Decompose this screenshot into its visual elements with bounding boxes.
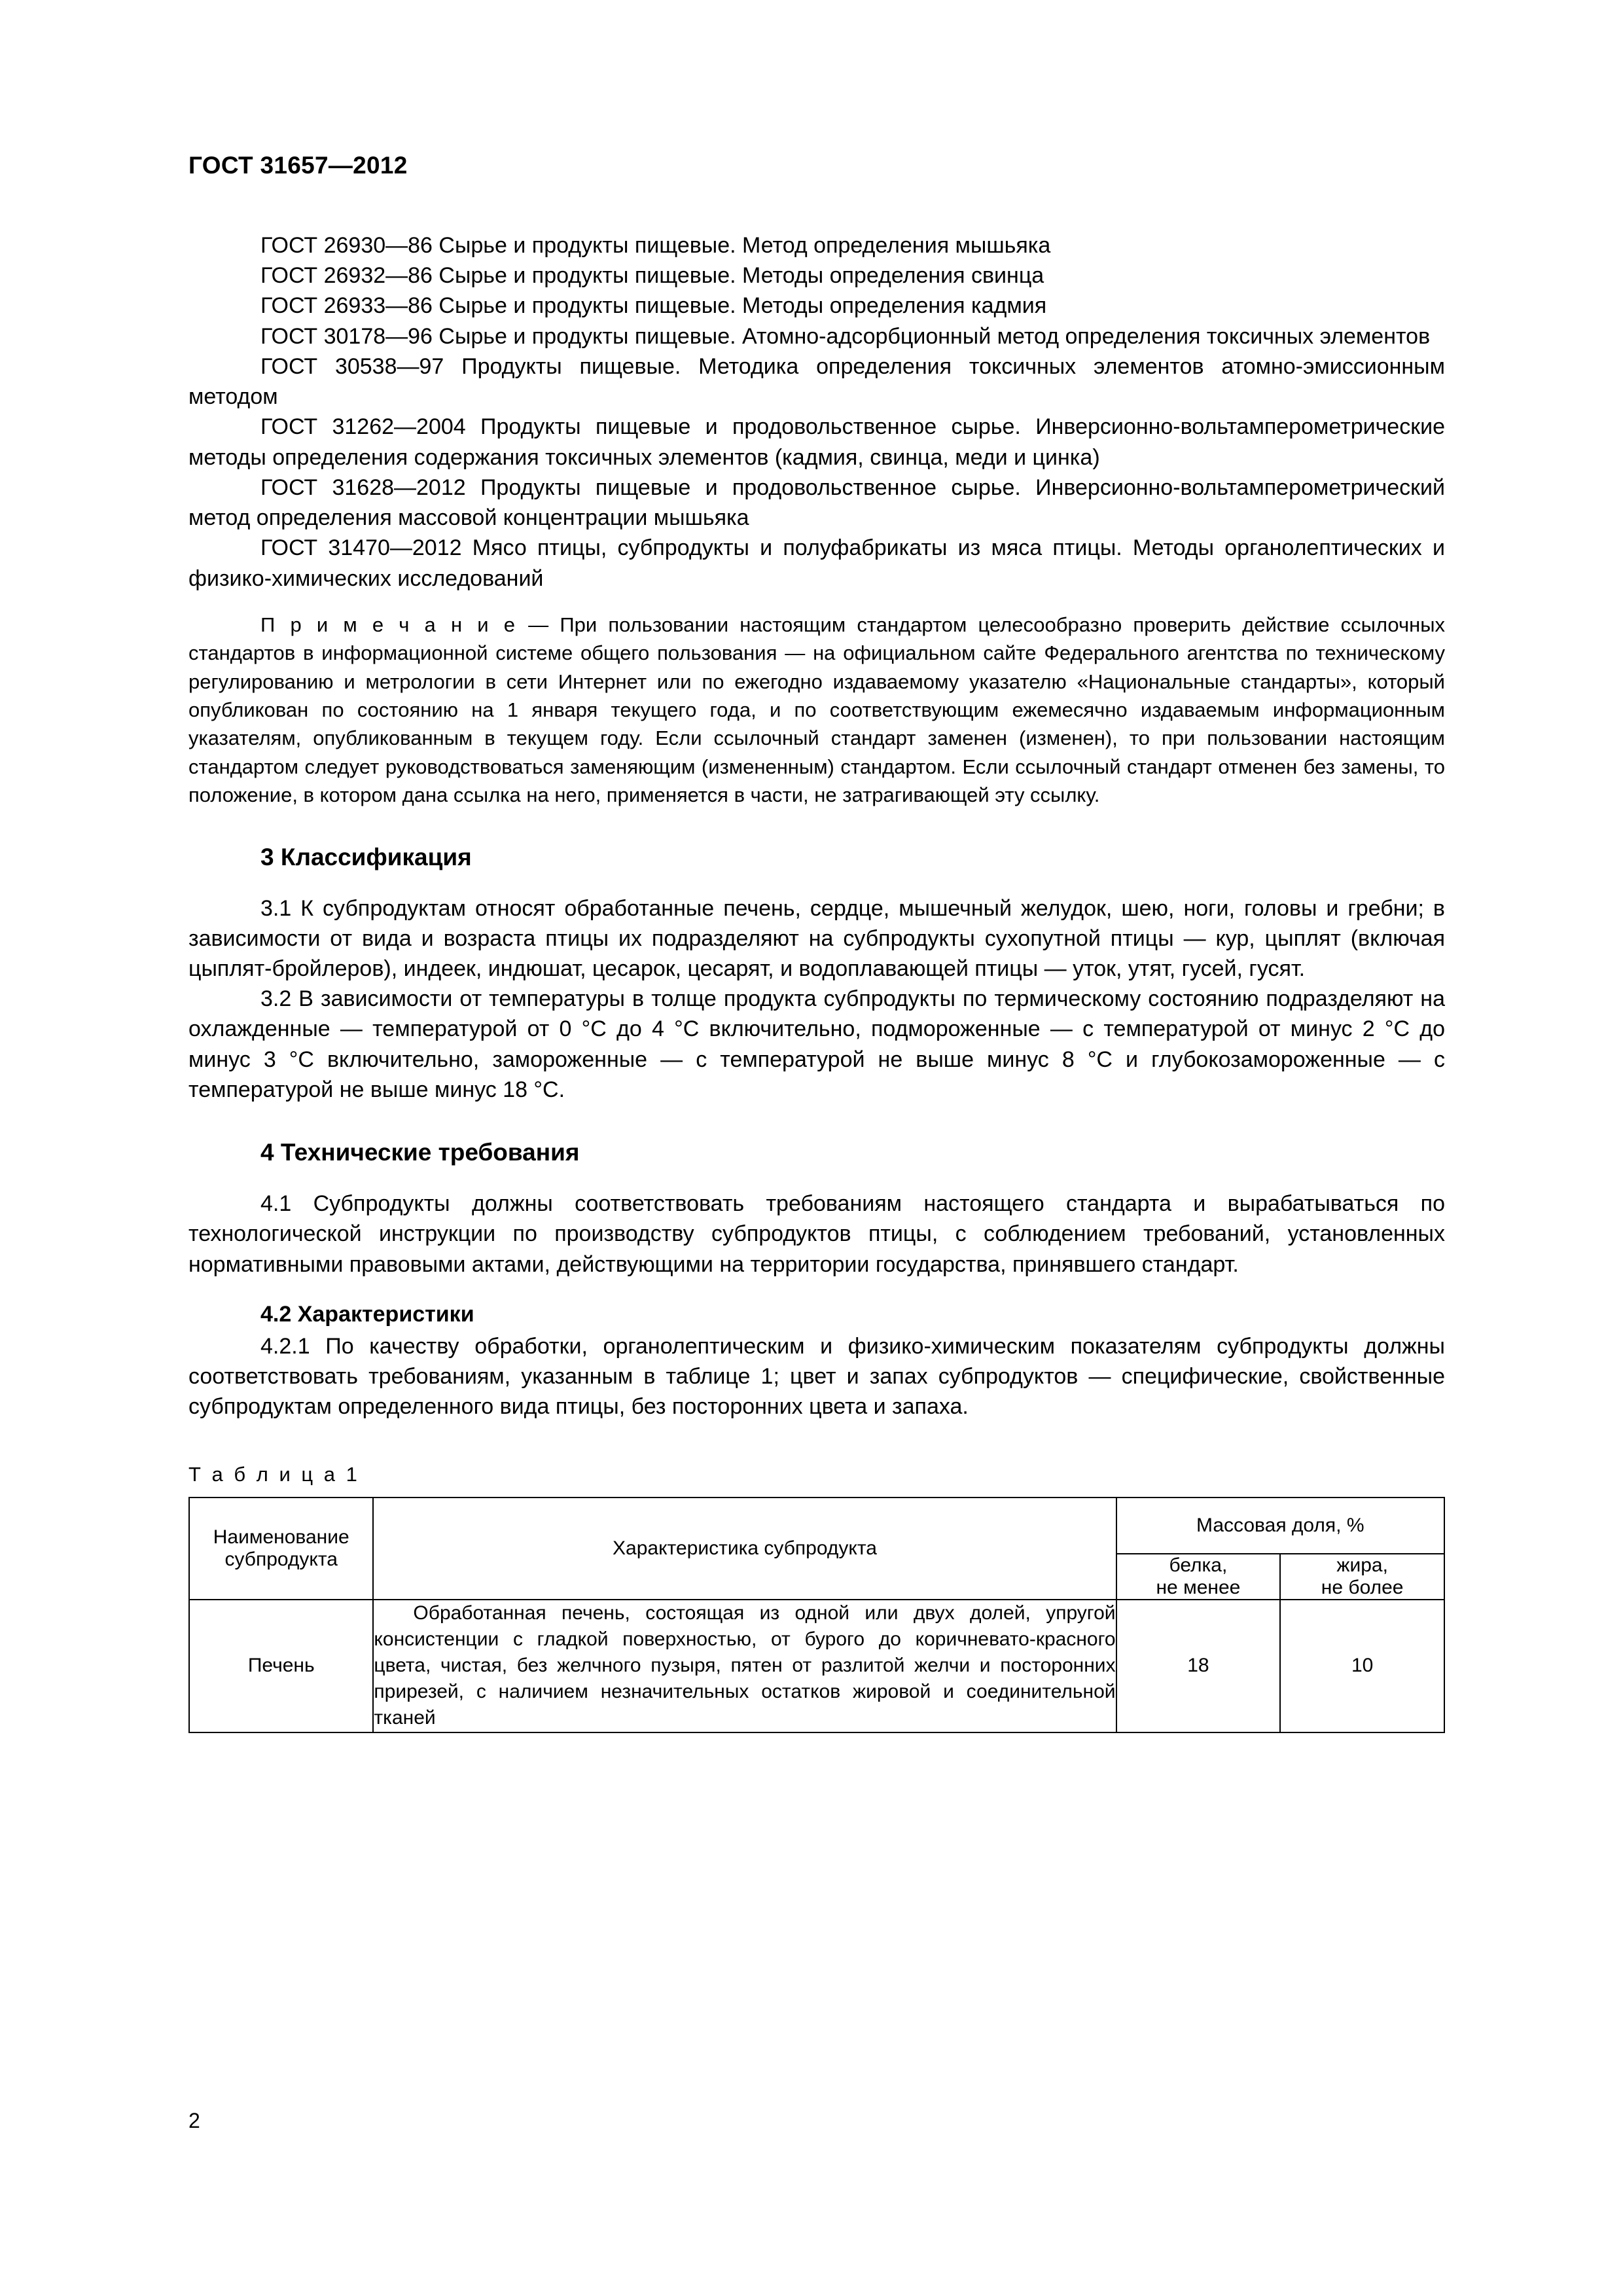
subsection-heading-4-2: 4.2 Характеристики [260,1301,474,1327]
page-number: 2 [188,2109,200,2132]
paragraph-3-2: 3.2 В зависимости от температуры в толще продукта субпродукты по термическому состоянию подразделяют на охлажденные — температурой от 0 °С до 4 °С включительно, подмороженные — с температурой от минус 2 °С до минус 3 °С включительно, замороженные — с температурой не выше минус 8 °С и глубокозамороженные — с температурой не выше минус 18 °С. [188,986,1445,1102]
cell-fat-value: 10 [1280,1600,1444,1732]
reference-item: ГОСТ 31470—2012 Мясо птицы, субпродукты и полуфабрикаты из мяса птицы. Методы органолептических и физико-химических исследований [188,535,1445,591]
cell-product-description: Обработанная печень, состоящая из одной или двух долей, упругой консистенции с гладкой поверхностью, от бурого до коричневато-красного цвета, чистая, без желчного пузыря, пятен от разлитой желчи и посторонних прирезей, с наличием незначительных остатков жировой и соединительной тканей [373,1600,1116,1732]
reference-item: ГОСТ 31628—2012 Продукты пищевые и продовольственное сырье. Инверсионно-вольтамперометрический метод определения массовой концентрации мышьяка [188,475,1445,531]
spacer [188,594,1445,611]
paragraph-4-1: 4.1 Субпродукты должны соответствовать требованиям настоящего стандарта и вырабатываться по технологической инструкции по производству субпродуктов птицы, с соблюдением требований, установленных нормативными правовыми актами, действующими на территории государства, принявшего стандарт. [188,1191,1445,1277]
note-block [188,611,1445,810]
reference-item: ГОСТ 31262—2004 Продукты пищевые и продовольственное сырье. Инверсионно-вольтамперометрические методы определения содержания токсичных элементов (кадмия, свинца, меди и цинка) [188,414,1445,470]
header-name-line2: субпродукта [224,1548,338,1570]
header-fat-line2: не более [1321,1576,1404,1598]
header-fat-line1: жира, [1336,1554,1388,1576]
table-caption: Т а б л и ц а 1 [188,1462,360,1486]
note-text: — При пользовании настоящим стандартом целесообразно проверить действие ссылочных стандартов в информационной системе общего пользования — на официальном сайте Федерального агентства по техническому регулированию и метрологии в сети Интернет или по ежегодно издаваемому указателю «Национальные стандарты», который опубликован по состоянию на 1 января текущего года, и по соответствующим ежемесячно издаваемым информационным указателям, опубликованным в текущем году. Если ссылочный стандарт заменен (изменен), то при пользовании настоящим стандартом следует руководствоваться заменяющим (измененным) стандартом. Если ссылочный стандарт отменен без замены, то положение, в котором дана ссылка на него, применяется в части, не затрагивающей эту ссылку. [188,613,1445,807]
paragraph-3-1: 3.1 К субпродуктам относят обработанные печень, сердце, мышечный желудок, шею, ноги, головы и гребни; в зависимости от вида и возраста птицы их подразделяют на субпродукты сухопутной птицы — кур, цыплят (включая цыплят-бройлеров), индеек, индюшат, цесарок, цесарят, и водоплавающей птицы — уток, утят, гусей, гусят. [188,895,1445,982]
section-heading-4: 4 Технические требования [260,1139,580,1166]
table-header-row [189,1498,1444,1554]
reference-item: ГОСТ 30178—96 Сырье и продукты пищевые. Атомно-адсорбционный метод определения токсичных элементов [260,323,1431,349]
header-protein-line1: белка, [1169,1554,1228,1576]
paragraph-4-2-1: 4.2.1 По качеству обработки, органолептическим и физико-химическим показателям субпродукты должны соответствовать требованиям, указанным в таблице 1; цвет и запах субпродуктов — специфические, свойственные субпродуктам определенного вида птицы, без посторонних цвета и запаха. [188,1333,1445,1420]
reference-item: ГОСТ 26933—86 Сырье и продукты пищевые. Методы определения кадмия [260,293,1047,319]
document-header: ГОСТ 31657—2012 [188,152,408,179]
header-cell-fat [1280,1554,1444,1600]
table-row [189,1600,1444,1732]
characteristics-table [188,1497,1445,1733]
header-cell-description: Характеристика субпродукта [373,1498,1116,1600]
header-cell-mass-fraction: Массовая доля, % [1116,1498,1444,1554]
header-cell-name [189,1498,373,1600]
header-protein-line2: не менее [1156,1576,1241,1598]
page-content [188,152,1445,1733]
note-label: П р и м е ч а н и е [260,613,517,636]
cell-protein-value: 18 [1116,1600,1281,1732]
cell-product-name: Печень [189,1600,373,1732]
header-name-line1: Наименование [213,1526,349,1548]
reference-item: ГОСТ 26932—86 Сырье и продукты пищевые. Методы определения свинца [260,263,1044,289]
section-heading-3: 3 Классификация [260,843,472,870]
header-cell-protein [1116,1554,1281,1600]
reference-item: ГОСТ 30538—97 Продукты пищевые. Методика определения токсичных элементов атомно-эмиссионным методом [188,353,1445,410]
reference-item: ГОСТ 26930—86 Сырье и продукты пищевые. Метод определения мышьяка [260,233,1051,258]
